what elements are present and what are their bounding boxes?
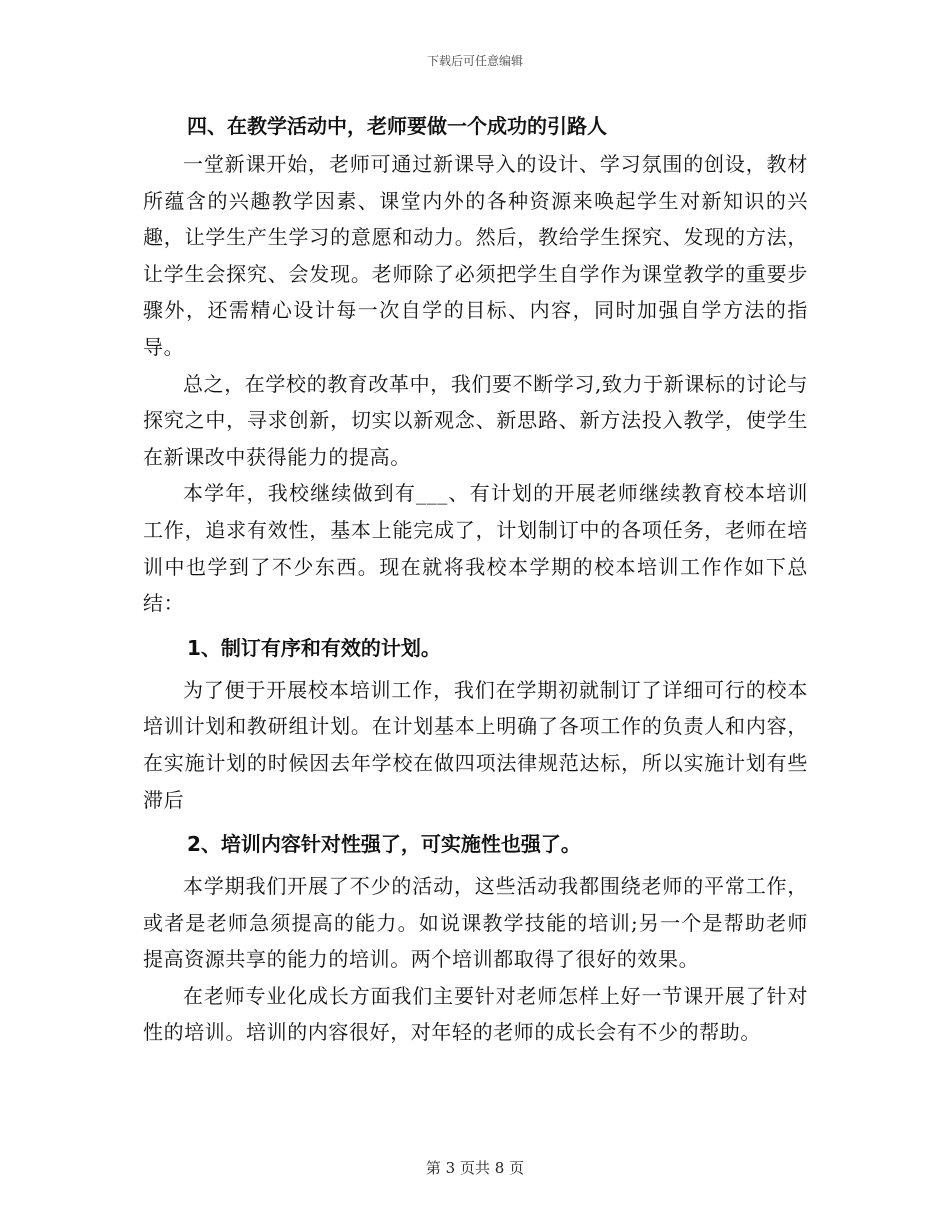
- document-body: [143, 106, 808, 1051]
- page-header: 下载后可任意编辑: [426, 54, 523, 68]
- subheading-2: 2、培训内容针对性强了，可实施性也强了。: [187, 832, 581, 857]
- paragraph: 为了便于开展校本培训工作，我们在学期初就制订了详细可行的校本培训计划和教研组计划。在计划基本上明确了各项工作的负责人和内容，在实施计划的时候因去年学校在做四项法律规范达标，所以实施计划有些滞后: [143, 677, 808, 812]
- section-heading-4: 四、在教学活动中，老师要做一个成功的引路人: [187, 114, 607, 138]
- paragraph: 本学期我们开展了不少的活动，这些活动我都围绕老师的平常工作，或者是老师急须提高的能力。如说课教学技能的培训;另一个是帮助老师提高资源共享的能力的培训。两个培训都取得了很好的效果。: [143, 874, 808, 972]
- paragraph: 一堂新课开始，老师可通过新课导入的设计、学习氛围的创设，教材所蕴含的兴趣教学因素、课堂内外的各种资源来唤起学生对新知识的兴趣，让学生产生学习的意愿和动力。然后，教给学生探究、发现的方法，让学生会探究、会发现。老师除了必须把学生自学作为课堂教学的重要步骤外，还需精心设计每一次自学的目标、内容，同时加强自学方法的指导。: [143, 152, 808, 359]
- page-number: 第 3 页共 8 页: [425, 1159, 525, 1177]
- subheading-1: 1、制订有序和有效的计划。: [187, 635, 441, 660]
- paragraph: 本学年，我校继续做到有___、有计划的开展老师继续教育校本培训工作，追求有效性，基本上能完成了，计划制订中的各项任务，老师在培训中也学到了不少东西。现在就将我校本学期的校本培训工作作如下总结：: [143, 481, 808, 616]
- paragraph: 总之，在学校的教育改革中，我们要不断学习,致力于新课标的讨论与探究之中，寻求创新，切实以新观念、新思路、新方法投入教学，使学生在新课改中获得能力的提高。: [143, 371, 808, 469]
- paragraph: 在老师专业化成长方面我们主要针对老师怎样上好一节课开展了针对性的培训。培训的内容很好，对年轻的老师的成长会有不少的帮助。: [143, 983, 808, 1045]
